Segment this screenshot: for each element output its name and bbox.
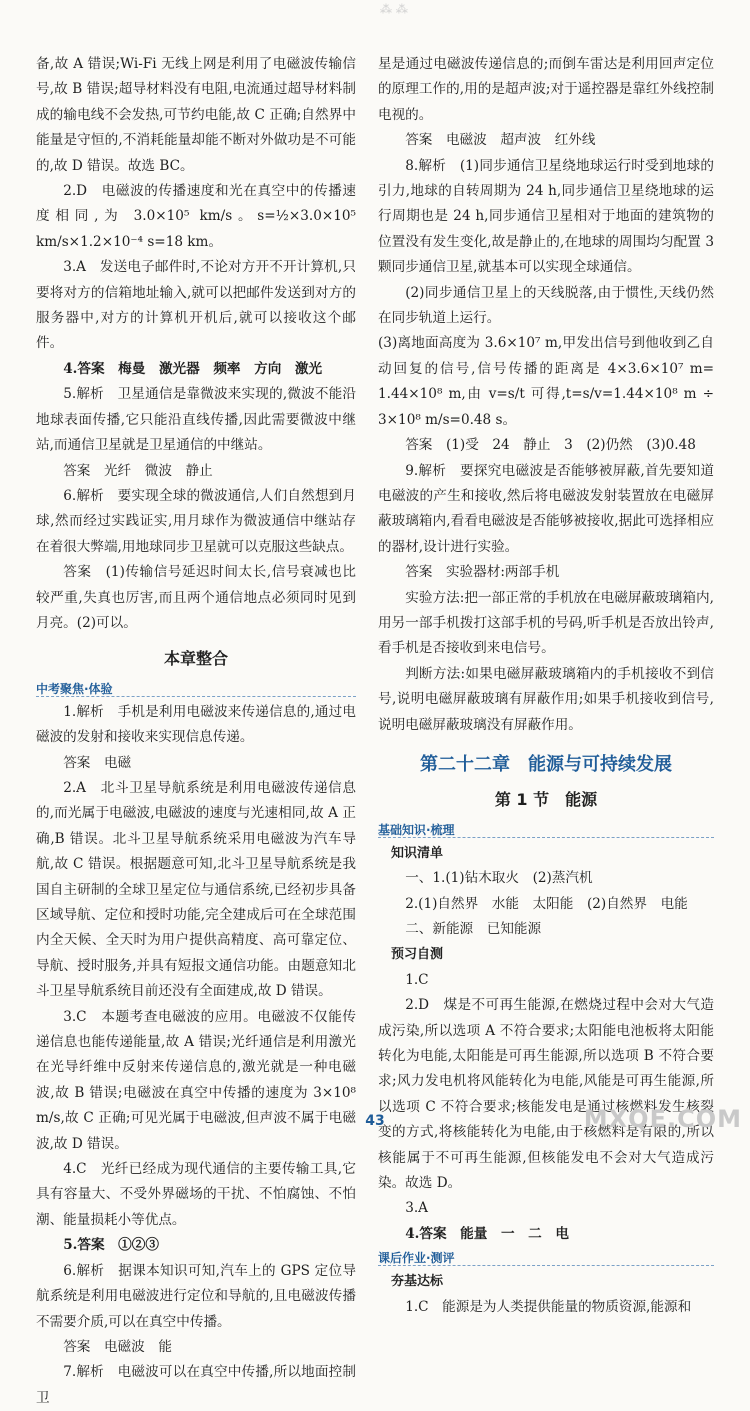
right-paragraph: 9.解析 要探究电磁波是否能够被屏蔽,首先要知道电磁波的产生和接收,然后将电磁波发射装置放在电磁屏蔽玻璃箱内,看看电磁波是否能够被接收,据此可选择相应的器材,设计进行实验。 xyxy=(378,462,714,555)
right-paragraph: 二、新能源 已知能源 xyxy=(405,921,542,937)
left-paragraph xyxy=(36,678,356,700)
right-paragraph: (2)同步通信卫星上的天线脱落,由于惯性,天线仍然在同步轨道上运行。 xyxy=(378,284,714,327)
section-tag: 中考聚焦·体验 xyxy=(36,682,117,696)
left-paragraph: 答案 电磁波 能 xyxy=(63,1338,172,1355)
right-paragraph: 答案 实验器材:两部手机 xyxy=(405,564,560,581)
left-paragraph: 2.D 电磁波的传播速度和光在真空中的传播速度相同,为 3.0×10⁵ km/s。s=½×3.0×10⁵ km/s×1.2×10⁻⁴ s=18 km。 xyxy=(36,183,356,250)
left-column xyxy=(36,52,356,1411)
right-paragraph: 答案 (1)受 24 静止 3 (2)仍然 (3)0.48 xyxy=(405,437,696,454)
right-paragraph: 实验方法:把一部正常的手机放在电磁屏蔽玻璃箱内,用另一部手机拨打这部手机的号码,听手机是否放出铃声,看手机是否接收到来电信号。 xyxy=(378,589,714,657)
left-paragraph: 答案 光纤 微波 静止 xyxy=(63,462,213,479)
right-paragraph: 夯基达标 xyxy=(391,1274,444,1290)
right-paragraph: 8.解析 (1)同步通信卫星绕地球运行时受到地球的引力,地球的自转周期为 24 h,同步通信卫星绕地球的运行周期也是 24 h,同步通信卫星相对于地面的建筑物的位置没有发生变化,故是静止的,在地球的周围均匀配置 3 颗同步通信卫星,就基本可以实现全球通信。 xyxy=(378,157,714,276)
right-paragraph: 预习自测 xyxy=(391,947,444,963)
right-paragraph: 知识清单 xyxy=(391,845,444,861)
left-paragraph: 3.C 本题考查电磁波的应用。电磁波不仅能传递信息也能传递能量,故 A 错误;光纤通信是利用激光在光导纤维中反射来传递信息的,激光就是一种电磁波,故 B 错误;电磁波在真空中传播的速度为 3×10⁸ m/s,故 C 正确;可见光属于电磁波,但声波不属于电磁波,故 D 错误。 xyxy=(36,1008,356,1152)
page-number: 43 xyxy=(365,1113,385,1129)
left-paragraph: 4.答案 梅曼 激光器 频率 方向 激光 xyxy=(63,360,323,377)
right-paragraph: (3)离地面高度为 3.6×10⁷ m,甲发出信号到他收到乙自动回复的信号,信号传播的距离是 4×3.6×10⁷ m= 1.44×10⁸ m,由 v=s/t 可得,t=s/v=1.44×10⁸ m ÷ 3×10⁸ m/s=0.48 s。 xyxy=(378,335,714,428)
right-paragraph: 2.(1)自然界 水能 太阳能 (2)自然界 电能 xyxy=(405,895,688,912)
left-paragraph: 备,故 A 错误;Wi-Fi 无线上网是利用了电磁波传输信号,故 B 错误;超导材料没有电阻,电流通过超导材料制成的输电线不会发热,可节约电能,故 C 正确;自然界中能量是守恒的,不消耗能量却能不断对外做功是不可能的,故 D 错误。故选 BC。 xyxy=(36,56,356,174)
section-tag: 课后作业·测评 xyxy=(378,1251,459,1265)
right-paragraph: 1.C 能源是为人类提供能量的物质资源,能源和 xyxy=(405,1298,692,1315)
left-paragraph: 6.解析 要实现全球的微波通信,人们自然想到月球,然而经过实践证实,用月球作为微波通信中继站存在着很大弊端,用地球同步卫星就可以克服这些缺点。 xyxy=(36,487,356,555)
right-paragraph: 1.C xyxy=(405,971,429,988)
right-paragraph xyxy=(378,1247,714,1269)
left-paragraph: 5.解析 卫星通信是靠微波来实现的,微波不能沿地球表面传播,它只能沿直线传播,因此需要微波中继站,而通信卫星就是卫星通信的中继站。 xyxy=(36,386,356,454)
left-paragraph: 答案 电磁 xyxy=(63,754,132,771)
left-paragraph: 答案 (1)传输信号延迟时间太长,信号衰减也比较严重,失真也厉害,而且两个通信地点必须同时见到月亮。(2)可以。 xyxy=(36,564,356,631)
left-paragraph: 7.解析 电磁波可以在真空中传播,所以地面控制卫 xyxy=(36,1364,356,1406)
right-paragraph: 星是通过电磁波传递信息的;而倒车雷达是利用回声定位的原理工作的,用的是超声波;对于遥控器是靠红外线控制电视的。 xyxy=(378,56,714,123)
left-paragraph: 4.C 光纤已经成为现代通信的主要传输工具,它具有容量大、不受外界磁场的干扰、不怕腐蚀、不怕潮、能量损耗小等优点。 xyxy=(36,1161,356,1228)
right-paragraph: 3.A xyxy=(405,1200,428,1217)
watermark-logo: MXQE.COM xyxy=(583,1105,742,1133)
right-paragraph: 一、1.(1)钻木取火 (2)蒸汽机 xyxy=(405,870,593,887)
left-paragraph: 3.A 发送电子邮件时,不论对方开不开计算机,只要将对方的信箱地址输入,就可以把邮件发送到对方的服务器中,对方的计算机开机后,就可以接收这个邮件。 xyxy=(36,259,356,352)
left-paragraph: 5.答案 ①②③ xyxy=(63,1237,159,1254)
right-paragraph: 第二十二章 能源与可持续发展 xyxy=(420,753,672,775)
right-paragraph: 第 1 节 能源 xyxy=(494,790,598,810)
right-paragraph xyxy=(378,819,714,841)
left-paragraph: 2.A 北斗卫星导航系统是利用电磁波传递信息的,而光属于电磁波,电磁波的速度与光速相同,故 A 正确,B 错误。北斗卫星导航系统采用电磁波为汽车导航,故 C 错误。根据题意可知,北斗卫星导航系统是我国自主研制的全球卫星定位与通信系统,已经初步具备区域导航、定位和授时功能,完全建成后可在全球范围内全天候、全天时为用户提供高精度、高可靠定位、导航、授时服务,并具有短报文通信功能。由题意知北斗卫星导航系统目前还没有全面建成,故 D 错误。 xyxy=(36,779,356,1000)
left-paragraph: 1.解析 手机是利用电磁波来传递信息的,通过电磁波的发射和接收来实现信息传递。 xyxy=(36,703,356,746)
section-tag: 基础知识·梳理 xyxy=(378,823,459,837)
right-paragraph: 判断方法:如果电磁屏蔽玻璃箱内的手机接收不到信号,说明电磁屏蔽玻璃有屏蔽作用;如果手机接收到信号,说明电磁屏蔽玻璃没有屏蔽作用。 xyxy=(378,665,714,733)
top-smudge: ⁂ ⁂ xyxy=(380,2,408,16)
right-paragraph: 4.答案 能量 一 二 电 xyxy=(405,1225,569,1242)
left-paragraph: 本章整合 xyxy=(163,649,228,669)
right-paragraph: 2.D 煤是不可再生能源,在燃烧过程中会对大气造成污染,所以选项 A 不符合要求;太阳能电池板将太阳能转化为电能,太阳能是可再生能源,所以选项 B 不符合要求;风力发电机将风能转化为电能,风能是可再生能源,所以选项 C 不符合要求;核能发电是通过核燃料发生核裂变的方式,将核能转化为电能,由于核燃料是有限的,所以核能属于不可再生能源,但核能发电不会对大气造成污染。故选 D。 xyxy=(378,997,714,1192)
left-paragraph: 6.解析 据课本知识可知,汽车上的 GPS 定位导航系统是利用电磁波进行定位和导航的,且电磁波传播不需要介质,可以在真空中传播。 xyxy=(36,1262,356,1330)
right-paragraph: 答案 电磁波 超声波 红外线 xyxy=(405,132,596,149)
